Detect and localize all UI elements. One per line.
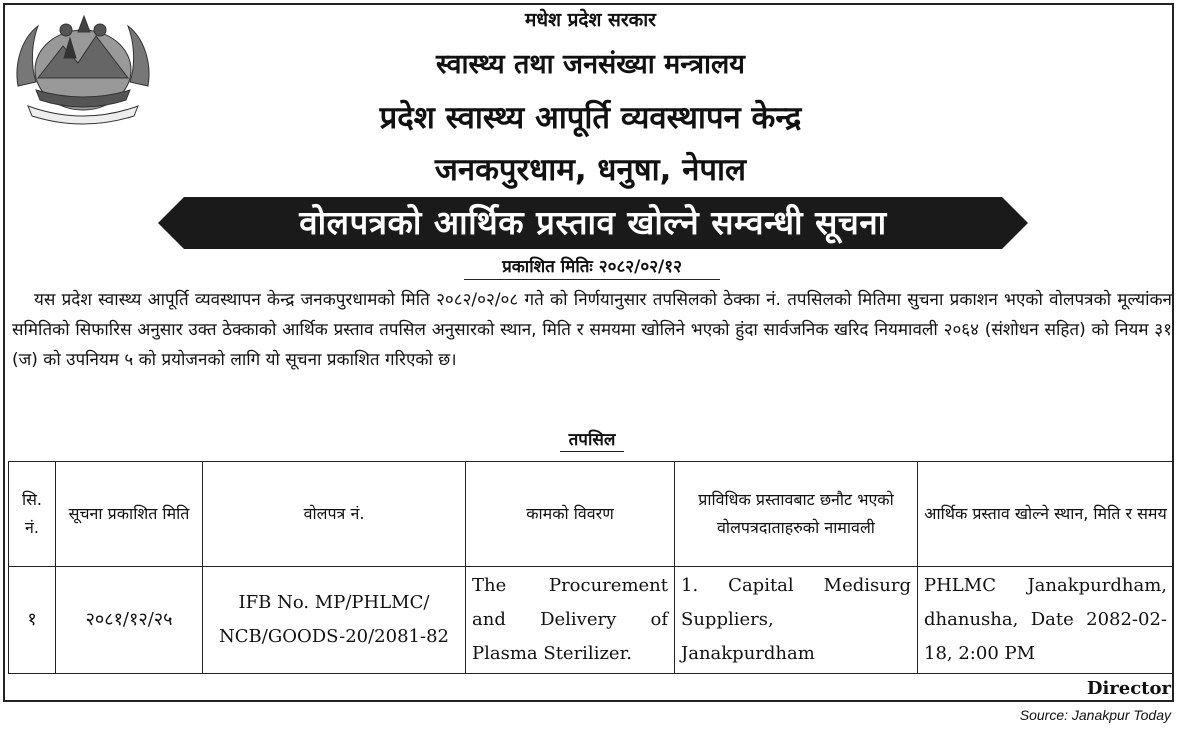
cell-work-description: The Procurement and Delivery of Plasma Sterilizer. bbox=[466, 567, 675, 674]
notice-body: यस प्रदेश स्वास्थ्य आपूर्ति व्यवस्थापन केन्द्र जनकपुरधामको मिति २०८२/०२/०८ गते को निर्णयानुसार तपसिलको ठेक्का नं. तपसिलको मितिमा सुचना प्रकाशन भएको वोलपत्रको मूल्यांकन समितिको सिफारिस अनुसार उक्त ठेक्काको आर्थिक प्रस्ताव तपसिल अनुसारको स्थान, मिति र समयमा खोलिने भएको हुंदा सार्वजनिक खरिद नियमावली २०६४ (संशोधन सहित) को नियम ३१ (ज) को उपनियम ५ को प्रयोजनको लागि यो सूचना प्रकाशित गरिएको छ। bbox=[12, 290, 1172, 370]
notice-title: वोलपत्रको आर्थिक प्रस्ताव खोल्ने सम्वन्धी सूचना bbox=[299, 203, 887, 242]
header-sn: सि. नं. bbox=[9, 462, 56, 567]
cell-sn: १ bbox=[9, 567, 56, 674]
header-work-description: कामको विवरण bbox=[466, 462, 675, 567]
schedule-title: तपसिल bbox=[560, 429, 624, 452]
header-selected-bidders: प्राविधिक प्रस्तावबाट छनौट भएको वोलपत्रदाताहरुको नामावली bbox=[675, 462, 918, 567]
table-row bbox=[9, 567, 1174, 674]
cell-bid-number: IFB No. MP/PHLMC/ NCB/GOODS-20/2081-82 bbox=[203, 567, 466, 674]
cell-opening-details: PHLMC Janakpurdham, dhanusha, Date 2082-02-18, 2:00 PM bbox=[918, 567, 1174, 674]
ministry-name: स्वास्थ्य तथा जनसंख्या मन्त्रालय bbox=[436, 49, 745, 80]
header-bid-number: वोलपत्र नं. bbox=[203, 462, 466, 567]
publication-date: प्रकाशित मितिः २०८२/०२/१२ bbox=[464, 256, 720, 280]
office-name: प्रदेश स्वास्थ्य आपूर्ति व्यवस्थापन केन्द्र bbox=[379, 100, 802, 136]
table-header-row bbox=[9, 462, 1174, 567]
header-opening-details: आर्थिक प्रस्ताव खोल्ने स्थान, मिति र समय bbox=[918, 462, 1174, 567]
signature-title: Director bbox=[1086, 678, 1171, 699]
notice-banner bbox=[158, 193, 1028, 253]
cell-selected-bidders: 1. Capital Medisurg Suppliers, Janakpurdham bbox=[675, 567, 918, 674]
office-location: जनकपुरधाम, धनुषा, नेपाल bbox=[434, 152, 747, 188]
schedule-table bbox=[8, 461, 1174, 674]
source-credit: Source: Janakpur Today bbox=[1019, 707, 1171, 723]
header-publish-date: सूचना प्रकाशित मिति bbox=[56, 462, 203, 567]
cell-publish-date: २०८१/१२/२५ bbox=[56, 567, 203, 674]
government-name: मधेश प्रदेश सरकार bbox=[525, 9, 656, 31]
